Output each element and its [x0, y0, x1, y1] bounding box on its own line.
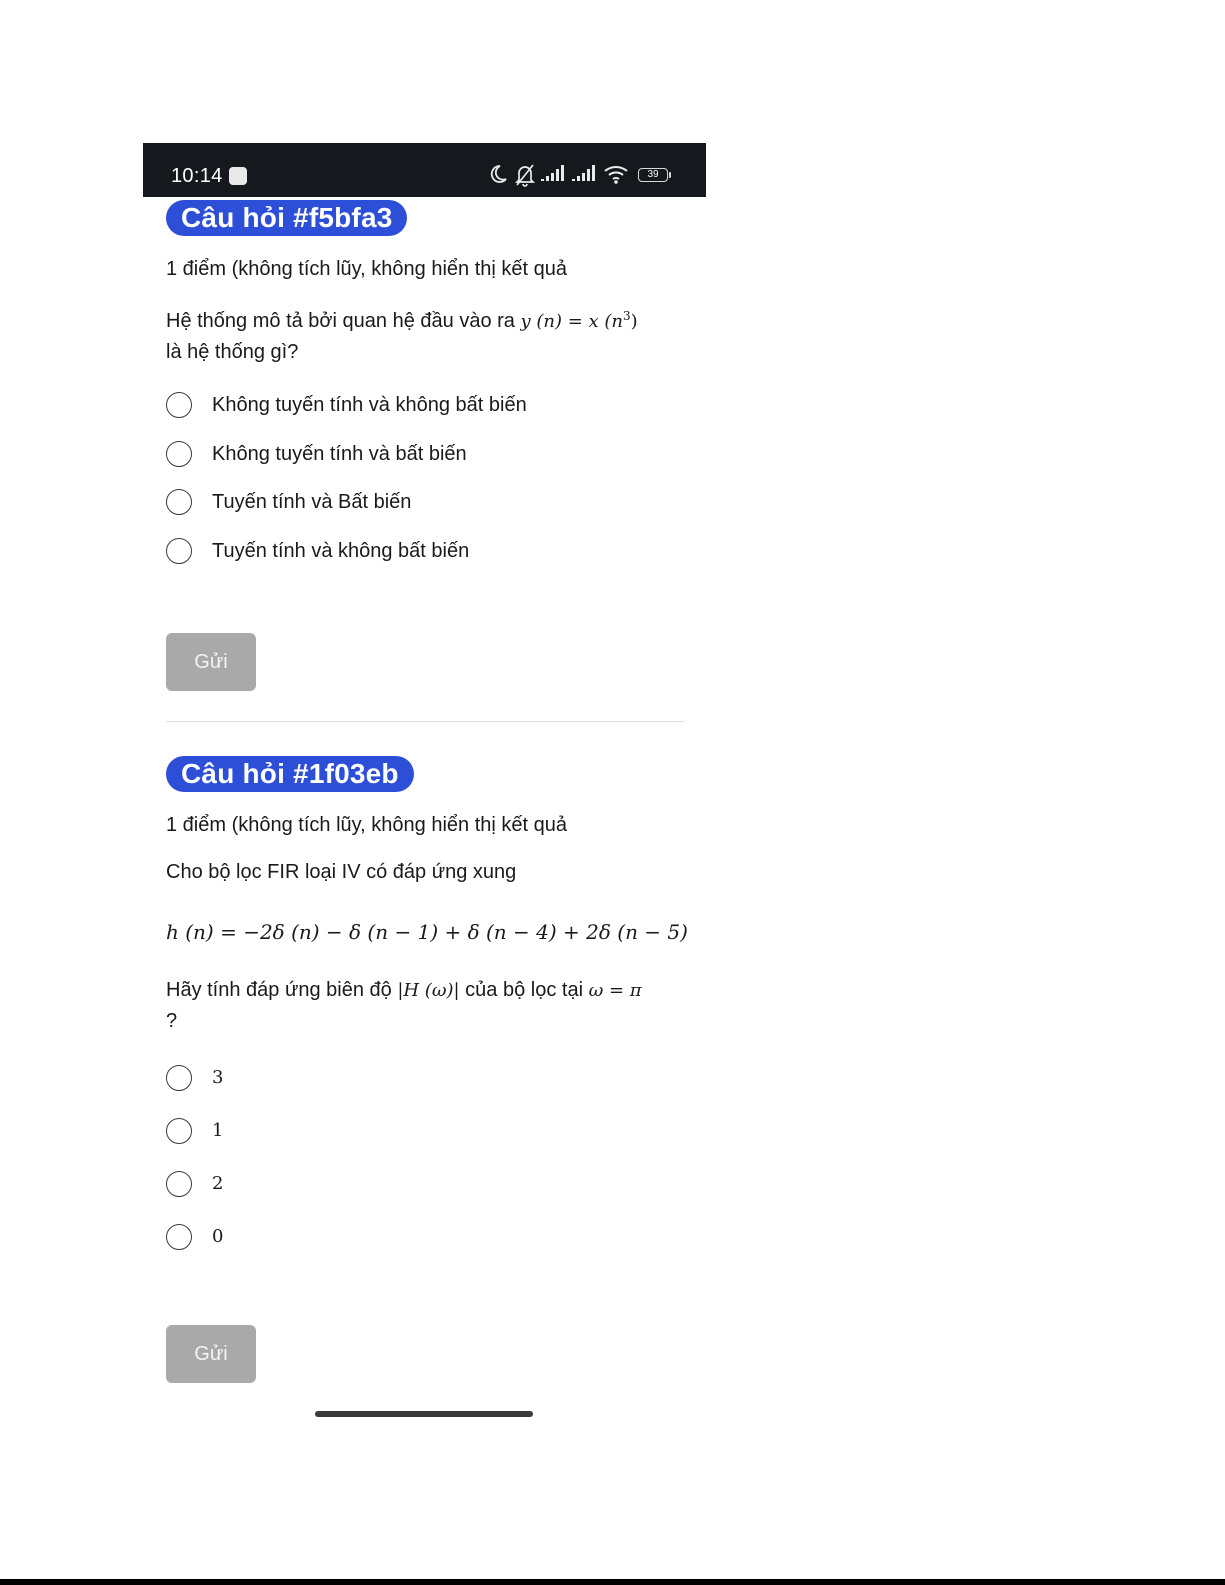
- signal-icon: [572, 163, 598, 183]
- answer-option[interactable]: [166, 1065, 666, 1095]
- answer-option[interactable]: [166, 1171, 666, 1201]
- question-badge: Câu hỏi #f5bfa3: [166, 200, 407, 236]
- question-ask-tail: ?: [166, 1010, 178, 1032]
- question-text-tail: là hệ thống gì?: [166, 341, 299, 363]
- option-label: 2: [212, 1173, 224, 1194]
- battery-icon: [638, 168, 668, 182]
- question-ask-lead: Hãy tính đáp ứng biên độ: [166, 979, 398, 1001]
- question-divider: [166, 721, 684, 722]
- notification-icon: [229, 167, 247, 185]
- frequency-expression: ω = π: [588, 980, 642, 1001]
- moon-icon: [488, 163, 508, 185]
- option-label: Không tuyến tính và không bất biến: [212, 394, 527, 416]
- option-label: 0: [212, 1226, 224, 1247]
- home-indicator[interactable]: [315, 1411, 533, 1417]
- radio-button[interactable]: [166, 1118, 192, 1144]
- question-points: 1 điểm (không tích lũy, không hiển thị kết quả: [166, 814, 567, 836]
- formula-close: ): [630, 311, 638, 332]
- bell-off-icon: [514, 163, 536, 187]
- answer-option[interactable]: [166, 392, 666, 422]
- wifi-icon: [603, 163, 631, 185]
- formula-body: y (n) = x (n: [520, 311, 624, 332]
- battery-tip: [669, 172, 671, 178]
- radio-button[interactable]: [166, 1065, 192, 1091]
- radio-button[interactable]: [166, 538, 192, 564]
- answer-option[interactable]: [166, 1224, 666, 1254]
- question-card: [166, 756, 686, 1396]
- radio-button[interactable]: [166, 1171, 192, 1197]
- magnitude-expression: |H (ω)|: [397, 980, 460, 1001]
- signal-icon: [541, 163, 567, 183]
- question-points: 1 điểm (không tích lũy, không hiển thị kết quả: [166, 258, 567, 280]
- radio-button[interactable]: [166, 1224, 192, 1250]
- impulse-response-formula: h (n) = −2δ (n) − δ (n − 1) + δ (n − 4) + 2δ (n − 5): [166, 920, 688, 944]
- question-badge: Câu hỏi #1f03eb: [166, 756, 414, 792]
- formula-exponent: 3: [623, 309, 631, 323]
- submit-button[interactable]: Gửi: [166, 633, 256, 691]
- option-label: Tuyến tính và Bất biến: [212, 491, 412, 513]
- status-bar: [143, 143, 706, 197]
- question-formula: [520, 311, 637, 332]
- battery-level: 39: [647, 169, 659, 180]
- bottom-border: [0, 1579, 1225, 1585]
- option-label: 3: [212, 1067, 224, 1088]
- question-ask-middle: của bộ lọc tại: [459, 979, 589, 1001]
- radio-button[interactable]: [166, 441, 192, 467]
- answer-option[interactable]: [166, 441, 666, 471]
- answer-option[interactable]: [166, 1118, 666, 1148]
- question-text: [166, 301, 686, 367]
- submit-button[interactable]: Gửi: [166, 1325, 256, 1383]
- option-label: Không tuyến tính và bất biến: [212, 443, 467, 465]
- status-icons: [486, 163, 686, 189]
- question-intro: Cho bộ lọc FIR loại IV có đáp ứng xung: [166, 861, 517, 883]
- question-card: [166, 200, 686, 700]
- option-label: Tuyến tính và không bất biến: [212, 540, 470, 562]
- question-ask: [166, 975, 686, 1036]
- radio-button[interactable]: [166, 489, 192, 515]
- answer-option[interactable]: [166, 538, 666, 568]
- option-label: 1: [212, 1120, 224, 1141]
- status-time: 10:14: [171, 165, 223, 187]
- question-text-lead: Hệ thống mô tả bởi quan hệ đầu vào ra: [166, 310, 521, 332]
- radio-button[interactable]: [166, 392, 192, 418]
- answer-option[interactable]: [166, 489, 666, 519]
